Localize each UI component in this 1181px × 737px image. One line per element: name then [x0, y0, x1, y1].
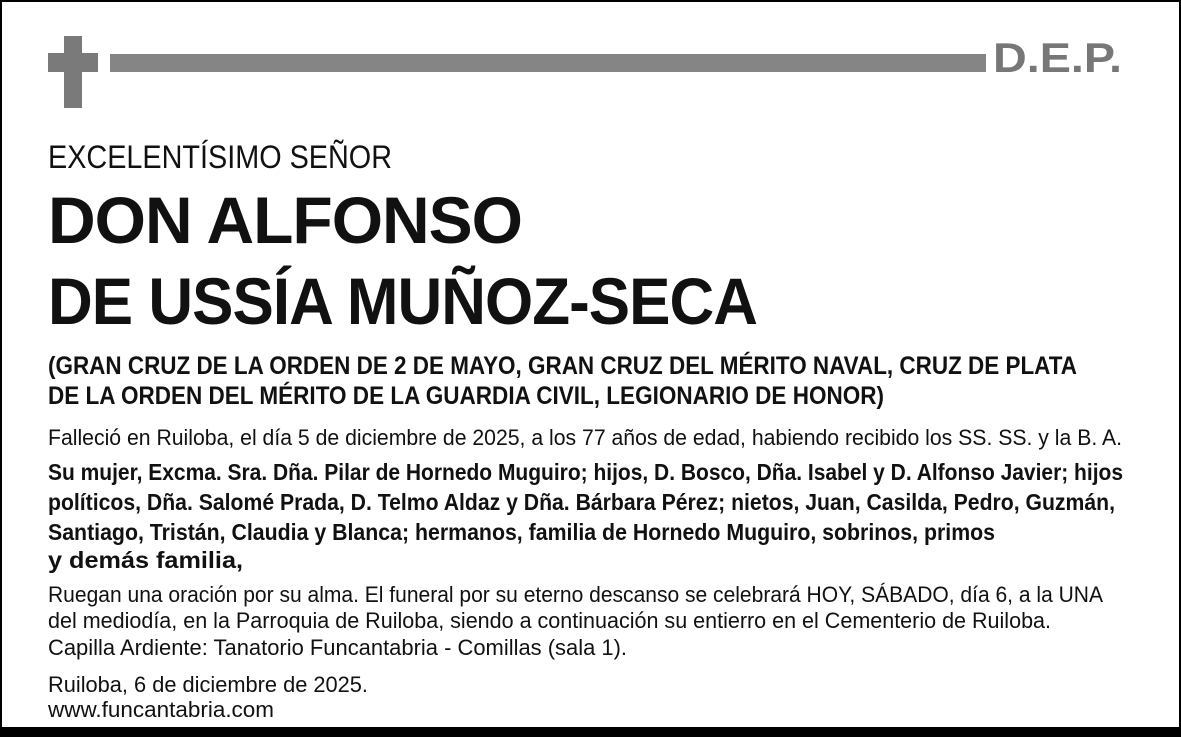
cross-vertical: [64, 36, 82, 108]
family-line-3: Santiago, Tristán, Claudia y Blanca; hermanos, familia de Hornedo Muguiro, sobrinos, primos: [48, 519, 995, 545]
header-rule: [110, 54, 986, 72]
bottom-border: [0, 727, 1181, 737]
deceased-name-line-1: DON ALFONSO: [48, 183, 522, 257]
funeral-line-2: del mediodía, en la Parroquia de Ruiloba, siendo a continuación su entierro en el Cementerio de Ruiloba.: [48, 608, 1051, 633]
family-line-2: políticos, Dña. Salomé Prada, D. Telmo Aldaz y Dña. Bárbara Pérez; nietos, Juan, Casilda, Pedro, Guzmán,: [48, 489, 1115, 515]
deceased-name-line-2: DE USSÍA MUÑOZ-SECA: [48, 264, 757, 338]
death-announcement: Falleció en Ruiloba, el día 5 de diciembre de 2025, a los 77 años de edad, habiendo recibido los SS. SS. y la B. A.: [48, 425, 1122, 450]
family-line-1: Su mujer, Excma. Sra. Dña. Pilar de Hornedo Muguiro; hijos, D. Bosco, Dña. Isabel y D. Alfonso Javier; hijos: [48, 459, 1123, 485]
honors-line-2: DE LA ORDEN DEL MÉRITO DE LA GUARDIA CIVIL, LEGIONARIO DE HONOR): [48, 382, 884, 410]
honors-line-1: (GRAN CRUZ DE LA ORDEN DE 2 DE MAYO, GRAN CRUZ DEL MÉRITO NAVAL, CRUZ DE PLATA: [48, 352, 1077, 380]
website-link[interactable]: www.funcantabria.com: [48, 697, 274, 722]
honorific-title: EXCELENTÍSIMO SEÑOR: [48, 139, 392, 175]
cross-horizontal: [48, 53, 98, 72]
place-date: Ruiloba, 6 de diciembre de 2025.: [48, 672, 368, 697]
funeral-line-3: Capilla Ardiente: Tanatorio Funcantabria - Comillas (sala 1).: [48, 635, 627, 660]
family-line-4: y demás familia,: [48, 547, 243, 573]
funeral-line-1: Ruegan una oración por su alma. El funeral por su eterno descanso se celebrará HOY, SÁBADO, día 6, a la UNA: [48, 582, 1103, 607]
dep-label: D.E.P.: [993, 34, 1122, 81]
